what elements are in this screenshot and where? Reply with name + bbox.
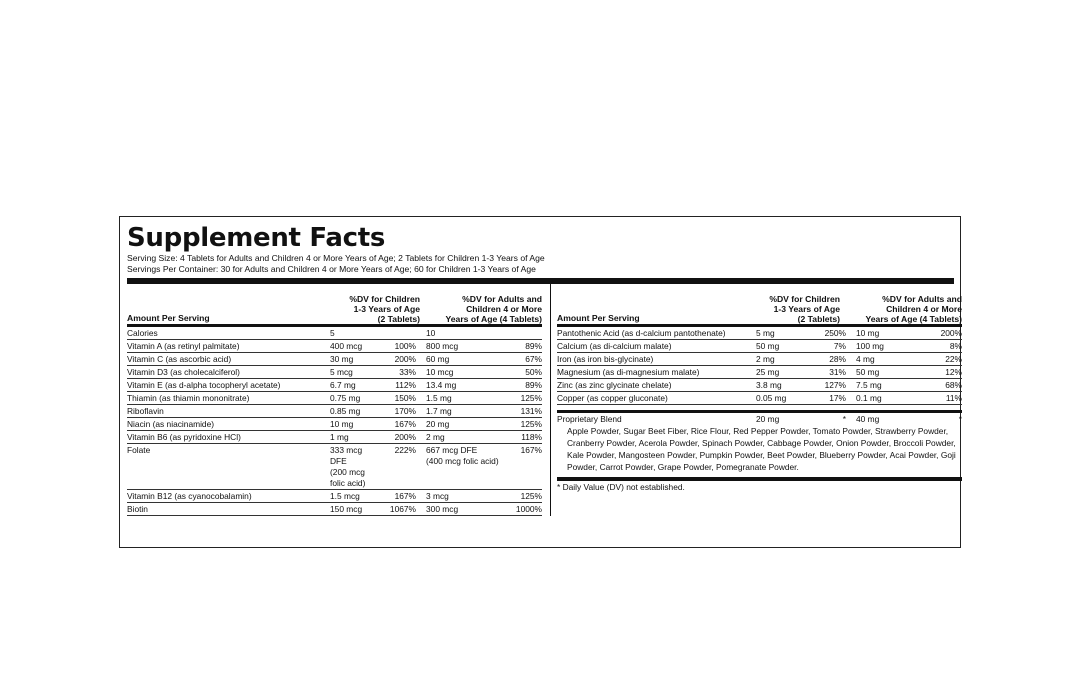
- adult-dv: 131%: [520, 406, 542, 416]
- nutrient-name: Calories: [127, 328, 158, 338]
- amount-per-serving-label: Amount Per Serving: [127, 313, 210, 323]
- children-header-line: 1-3 Years of Age: [353, 304, 420, 314]
- children-dv-header: [750, 294, 844, 324]
- nutrient-name: Iron (as iron bis-glycinate): [557, 354, 654, 364]
- child-dv: 200%: [394, 432, 416, 442]
- child-amount: 5 mg: [756, 328, 775, 338]
- adult-dv: 1000%: [515, 504, 542, 514]
- left-column: [127, 284, 542, 516]
- adult-amount: 10: [426, 328, 436, 338]
- right-nutrient-rows: [557, 327, 962, 405]
- child-amount: 50 mg: [756, 341, 780, 351]
- nutrient-name: Biotin: [127, 504, 148, 514]
- nutrient-row: [127, 379, 542, 392]
- child-dv: 127%: [824, 380, 846, 390]
- adult-amount: 1.5 mg: [426, 393, 452, 403]
- child-amount: 10 mg: [330, 419, 354, 429]
- nutrient-name: Vitamin C (as ascorbic acid): [127, 354, 232, 364]
- adults-dv-header: [424, 294, 542, 324]
- adult-amount: 60 mg: [426, 354, 450, 364]
- adult-amount: 100 mg: [856, 341, 884, 351]
- child-amount: 0.05 mg: [756, 393, 787, 403]
- adults-header-line: %DV for Adults and: [882, 294, 962, 304]
- adult-amount: 13.4 mg: [426, 380, 457, 390]
- nutrient-row: [127, 340, 542, 353]
- adult-dv: 125%: [520, 491, 542, 501]
- children-header-line: (2 Tablets): [797, 314, 840, 324]
- child-dv: 167%: [394, 419, 416, 429]
- child-amount: 1 mg: [330, 432, 349, 442]
- children-header-line: %DV for Children: [769, 294, 840, 304]
- nutrient-row: [127, 444, 542, 490]
- nutrient-row: [127, 392, 542, 405]
- adult-dv: 89%: [525, 341, 542, 351]
- child-amount: 6.7 mg: [330, 380, 356, 390]
- child-amount: 400 mcg: [330, 341, 363, 351]
- panel-title: Supplement Facts: [127, 223, 386, 253]
- nutrient-row: [557, 392, 962, 405]
- adult-amount: 0.1 mg: [856, 393, 882, 403]
- child-dv: 222%: [394, 445, 416, 455]
- adult-amount: 10 mcg: [426, 367, 454, 377]
- child-dv: 167%: [394, 491, 416, 501]
- blend-child-amount: 20 mg: [756, 414, 780, 424]
- child-dv: 17%: [829, 393, 846, 403]
- adults-header-line: Children 4 or More: [886, 304, 962, 314]
- nutrient-name: Zinc (as zinc glycinate chelate): [557, 380, 672, 390]
- left-nutrient-rows: [127, 327, 542, 516]
- serving-size: Serving Size: 4 Tablets for Adults and Children 4 or More Years of Age; 2 Tablets for Children 1-3 Years of Age: [127, 253, 545, 263]
- nutrient-row: [127, 366, 542, 379]
- adult-amount: 3 mcg: [426, 491, 449, 501]
- adults-header-line: Years of Age (4 Tablets): [865, 314, 962, 324]
- adult-dv: 50%: [525, 367, 542, 377]
- adult-dv: 118%: [521, 432, 542, 442]
- nutrient-name: Calcium (as di-calcium malate): [557, 341, 672, 351]
- nutrient-name: Riboflavin: [127, 406, 164, 416]
- child-dv: 200%: [394, 354, 416, 364]
- adults-header-line: Years of Age (4 Tablets): [445, 314, 542, 324]
- footnote: * Daily Value (DV) not established.: [557, 477, 962, 493]
- nutrient-name: Thiamin (as thiamin mononitrate): [127, 393, 250, 403]
- adult-amount: 4 mg: [856, 354, 875, 364]
- servings-per-container: Servings Per Container: 30 for Adults and Children 4 or More Years of Age; 60 for Children 1-3 Years of Age: [127, 264, 536, 274]
- nutrient-row: [127, 490, 542, 503]
- nutrient-name: Vitamin A (as retinyl palmitate): [127, 341, 240, 351]
- nutrient-row: [127, 431, 542, 444]
- child-amount: 25 mg: [756, 367, 780, 377]
- child-dv: 170%: [394, 406, 416, 416]
- adult-dv: 22%: [945, 354, 962, 364]
- blend-name: Proprietary Blend: [557, 414, 622, 424]
- children-header-line: %DV for Children: [349, 294, 420, 304]
- nutrient-row: [127, 327, 542, 340]
- adult-amount: 800 mcg: [426, 341, 459, 351]
- child-amount: 5 mcg: [330, 367, 353, 377]
- children-header-line: 1-3 Years of Age: [773, 304, 840, 314]
- adult-dv: 8%: [949, 341, 962, 351]
- adult-dv: [506, 327, 542, 328]
- child-amount: 150 mcg: [330, 504, 363, 514]
- nutrient-row: [557, 340, 962, 353]
- child-dv: [378, 327, 422, 328]
- blend-adult-amount: 40 mg: [856, 414, 880, 424]
- child-amount: 30 mg: [330, 354, 354, 364]
- child-dv: 33%: [399, 367, 416, 377]
- right-column-header: [557, 284, 962, 327]
- adult-dv: 67%: [525, 354, 542, 364]
- child-dv: 250%: [824, 328, 846, 338]
- child-dv: 112%: [395, 380, 416, 390]
- adult-dv: 68%: [945, 380, 962, 390]
- nutrient-name: Vitamin D3 (as cholecalciferol): [127, 367, 240, 377]
- child-amount: 333 mcg DFE (200 mcg folic acid): [330, 445, 366, 488]
- nutrient-row: [557, 379, 962, 392]
- left-column-header: [127, 284, 542, 327]
- nutrient-row: [557, 353, 962, 366]
- nutrient-row: [127, 353, 542, 366]
- adult-dv: 125%: [520, 419, 542, 429]
- adult-amount: 7.5 mg: [856, 380, 882, 390]
- nutrient-row: [557, 327, 962, 340]
- blend-ingredients: Apple Powder, Sugar Beet Fiber, Rice Flour, Red Pepper Powder, Tomato Powder, Strawberry Powder, Cranberry Powder, Acerola Powder, Spinach Powder, Cabbage Powder, Onion Powder, Broccoli Powder, Kale Powder, Mangosteen Powder, Pumpkin Powder, Beet Powder, Blueberry Powder, Acai Powder, Goji Powder, Carrot Powder, Grape Powder, Pomegranate Powder.: [567, 426, 956, 472]
- child-amount: 5: [330, 328, 335, 338]
- nutrient-row: [127, 405, 542, 418]
- nutrient-name: Niacin (as niacinamide): [127, 419, 215, 429]
- child-dv: 100%: [394, 341, 416, 351]
- child-dv: 1067%: [389, 504, 416, 514]
- child-dv: 28%: [829, 354, 846, 364]
- nutrient-name: Magnesium (as di-magnesium malate): [557, 367, 700, 377]
- adult-amount: 1.7 mg: [426, 406, 452, 416]
- adult-dv: 89%: [525, 380, 542, 390]
- nutrient-name: Folate: [127, 445, 151, 455]
- child-dv: 7%: [833, 341, 846, 351]
- proprietary-blend: [557, 410, 962, 473]
- adult-dv: 167%: [520, 445, 542, 455]
- adult-amount: 50 mg: [856, 367, 880, 377]
- nutrient-name: Vitamin B12 (as cyanocobalamin): [127, 491, 252, 501]
- blend-row: [557, 413, 962, 425]
- adult-amount: 667 mcg DFE (400 mcg folic acid): [426, 445, 499, 466]
- adult-amount: 300 mcg: [426, 504, 459, 514]
- child-amount: 0.75 mg: [330, 393, 361, 403]
- adult-dv: 11%: [945, 393, 962, 403]
- nutrient-row: [557, 366, 962, 379]
- blend-child-dv: *: [842, 414, 846, 424]
- child-amount: 2 mg: [756, 354, 775, 364]
- child-amount: 0.85 mg: [330, 406, 361, 416]
- children-header-line: (2 Tablets): [377, 314, 420, 324]
- adult-dv: 125%: [520, 393, 542, 403]
- adult-amount: 10 mg: [856, 328, 880, 338]
- nutrient-name: Vitamin E (as d-alpha tocopheryl acetate): [127, 380, 281, 390]
- nutrient-row: [127, 503, 542, 516]
- nutrient-name: Pantothenic Acid (as d-calcium pantothenate): [557, 328, 726, 338]
- adult-amount: 20 mg: [426, 419, 450, 429]
- amount-per-serving-label: Amount Per Serving: [557, 313, 640, 323]
- child-amount: 1.5 mcg: [330, 491, 360, 501]
- adults-dv-header: [844, 294, 962, 324]
- supplement-facts-panel: [119, 216, 961, 548]
- nutrient-name: Vitamin B6 (as pyridoxine HCl): [127, 432, 241, 442]
- adults-header-line: Children 4 or More: [466, 304, 542, 314]
- adults-header-line: %DV for Adults and: [462, 294, 542, 304]
- nutrient-name: Copper (as copper gluconate): [557, 393, 668, 403]
- child-dv: 150%: [394, 393, 416, 403]
- nutrient-row: [127, 418, 542, 431]
- children-dv-header: [330, 294, 424, 324]
- child-amount: 3.8 mg: [756, 380, 782, 390]
- adult-dv: 200%: [940, 328, 962, 338]
- child-dv: 31%: [829, 367, 846, 377]
- facts-columns: [127, 284, 962, 516]
- blend-adult-dv: *: [958, 414, 962, 424]
- right-column: [550, 284, 962, 516]
- adult-dv: 12%: [945, 367, 962, 377]
- adult-amount: 2 mg: [426, 432, 445, 442]
